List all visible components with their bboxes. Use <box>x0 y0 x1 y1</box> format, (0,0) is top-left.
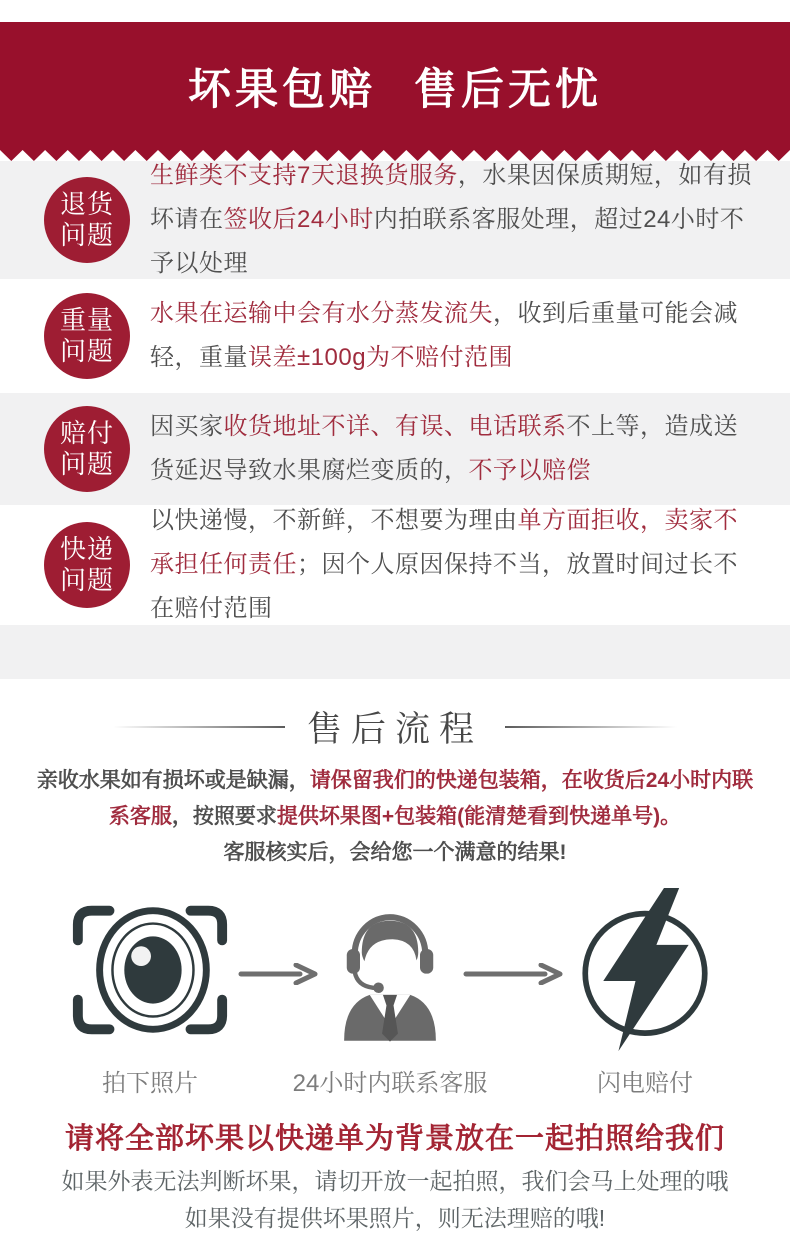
badge-label-line1: 重量 <box>59 305 114 335</box>
text-segment: 以快递慢，不新鲜，不想要为理由 <box>150 507 518 534</box>
step-contact-service <box>292 885 488 1098</box>
lightning-bolt-icon <box>569 885 721 1057</box>
flow-intro-line3: 客服核实后，会给您一个满意的结果! <box>223 841 567 864</box>
top-white-strip <box>0 0 790 22</box>
highlighted-text-segment: 请保留我们的快递包装箱，在收货后24小时内联系客服 <box>108 769 754 828</box>
text-segment: ，收到后重量可能会减轻，重量 <box>150 300 738 371</box>
badge-label-line2: 问题 <box>59 565 114 595</box>
flow-steps <box>0 885 790 1098</box>
badge-label-line2: 问题 <box>59 220 114 250</box>
arrow-right-icon <box>235 963 320 985</box>
badge-label-line2: 问题 <box>59 336 114 366</box>
express-issue-text <box>150 499 762 631</box>
step-take-photo <box>65 885 235 1098</box>
camera-viewfinder-icon <box>66 885 234 1057</box>
section-return-issue <box>0 161 790 279</box>
badge-label-line1: 退货 <box>59 189 114 219</box>
express-issue-badge <box>44 522 130 608</box>
badge-label-line1: 赔付 <box>59 418 114 448</box>
return-issue-text <box>150 154 762 286</box>
highlighted-text-segment: 单方面拒收，卖家不承担任何责任 <box>150 507 738 578</box>
flow-intro-paragraph <box>33 763 757 835</box>
customer-service-icon <box>315 885 465 1057</box>
text-segment: 因买家 <box>150 413 224 440</box>
flow-heading-text: 售后流程 <box>306 710 483 749</box>
text-segment: ；因个人原因保持不当，放置时间过长不在赔付范围 <box>150 551 738 622</box>
footer-notes <box>0 1163 790 1237</box>
section-weight-issue <box>0 279 790 393</box>
after-sales-flow-heading <box>0 705 790 749</box>
step-label-take-photo: 拍下照片 <box>102 1070 198 1097</box>
highlighted-text-segment: 签收后24小时 <box>223 206 374 233</box>
compensation-issue-badge <box>44 406 130 492</box>
banner-title <box>188 56 602 117</box>
badge-label-line1: 快递 <box>59 534 114 564</box>
weight-issue-badge <box>44 293 130 379</box>
step-label-contact-service: 24小时内联系客服 <box>292 1070 488 1097</box>
arrow-right-icon <box>460 963 565 985</box>
return-issue-badge <box>44 177 130 263</box>
text-segment: ，按照要求 <box>171 805 277 828</box>
section-express-issue <box>0 505 790 625</box>
footer-note-line2: 如果没有提供坏果照片，则无法理赔的哦! <box>184 1205 606 1231</box>
gray-divider-band <box>0 625 790 679</box>
text-segment: 不上等，造成送货延迟导致水果腐烂变质的， <box>150 413 738 484</box>
section-compensation-issue <box>0 393 790 505</box>
text-segment: 亲收水果如有损坏或是缺漏， <box>36 769 310 792</box>
compensation-issue-text <box>150 405 762 493</box>
step-lightning-compensation <box>565 885 725 1098</box>
highlighted-text-segment: 收货地址不详、有误、电话联系 <box>223 413 567 440</box>
guarantee-banner <box>0 22 790 150</box>
highlighted-text-segment: 生鲜类不支持7天退换货服务 <box>150 162 458 189</box>
highlighted-text-segment: 提供坏果图+包装箱(能清楚看到快递单号)。 <box>276 805 682 828</box>
heading-line-left <box>113 726 285 728</box>
banner-title-right: 售后无忧 <box>414 65 602 114</box>
text-segment: ，水果因保质期短，如有损坏请在 <box>150 162 752 233</box>
weight-issue-text <box>150 292 762 380</box>
text-segment: 内拍联系客服处理，超过24小时不予以处理 <box>150 206 745 277</box>
heading-line-right <box>505 726 677 728</box>
highlighted-text-segment: 误差±100g为不赔付范围 <box>248 344 514 371</box>
footer-photo-instruction-title: 请将全部坏果以快递单为背景放在一起拍照给我们 <box>64 1123 725 1155</box>
badge-label-line2: 问题 <box>59 449 114 479</box>
highlighted-text-segment: 不予以赔偿 <box>468 457 591 484</box>
banner-title-left: 坏果包赔 <box>188 65 376 114</box>
step-label-lightning-compensation: 闪电赔付 <box>597 1070 693 1097</box>
footer-note-line1: 如果外表无法判断坏果，请切开放一起拍照，我们会马上处理的哦 <box>61 1168 729 1194</box>
highlighted-text-segment: 水果在运输中会有水分蒸发流失 <box>150 300 493 327</box>
